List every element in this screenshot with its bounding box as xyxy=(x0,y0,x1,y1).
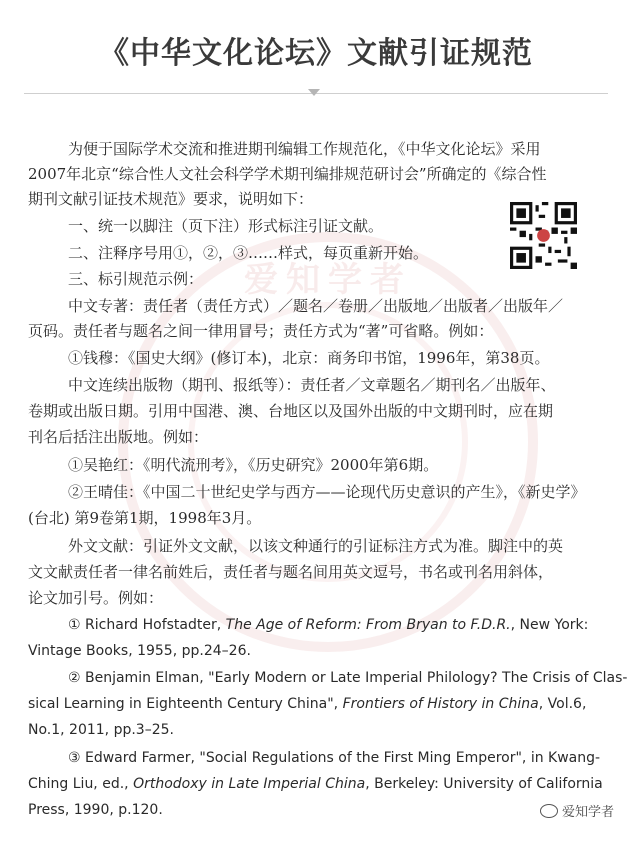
paragraph-line: 一、统一以脚注（页下注）形式标注引证文献。 xyxy=(68,217,384,235)
reference-item: ②王晴佳：《中国二十世纪史学与西方——论现代历史意识的产生》，《新史学》 xyxy=(68,483,586,501)
qr-code-icon xyxy=(510,202,577,269)
reference-item: ① Richard Hofstadter, The Age of Reform: From Bryan to F.D.R., New York: xyxy=(68,617,589,633)
paragraph-line: 论文加引号。例如： xyxy=(28,589,164,607)
watermark-text: 爱知学者 xyxy=(244,260,412,300)
reference-item: Vintage Books, 1955, pp.24–26. xyxy=(28,643,251,659)
reference-item: Press, 1990, p.120. xyxy=(28,802,163,818)
paragraph-line: 文文献责任者一律名前姓后，责任者与题名间用英文逗号，书名或刊名用斜体， xyxy=(28,563,554,581)
paragraph-line: 期刊文献引证技术规范》要求，说明如下： xyxy=(28,190,314,208)
reference-item: ③ Edward Farmer, "Social Regulations of the First Ming Emperor", in Kwang- xyxy=(68,750,601,766)
reference-item: Ching Liu, ed., Orthodoxy in Late Imperial China, Berkeley: University of California xyxy=(28,776,603,792)
paragraph-line: 三、标引规范示例： xyxy=(68,270,204,288)
page-title: 《中华文化论坛》文献引证规范 xyxy=(99,36,533,71)
wechat-icon xyxy=(540,804,558,818)
paragraph-line: 卷期或出版日期。引用中国港、澳、台地区以及国外出版的中文期刊时，应在期 xyxy=(28,402,554,420)
reference-item: ①吴艳红：《明代流刑考》，《历史研究》2000年第6期。 xyxy=(68,456,439,474)
reference-item: ② Benjamin Elman, "Early Modern or Late Imperial Philology? The Crisis of Clas- xyxy=(68,670,628,686)
footer-brand xyxy=(540,801,614,820)
reference-item: ①钱穆：《国史大纲》(修订本)，北京：商务印书馆，1996年，第38页。 xyxy=(68,349,550,367)
paragraph-line: 中文专著：责任者（责任方式）／题名／卷册／出版地／出版者／出版年／ xyxy=(68,297,564,315)
paragraph-line: 二、注释序号用①，②，③……样式，每页重新开始。 xyxy=(68,244,429,262)
reference-item: (台北) 第9卷第1期，1998年3月。 xyxy=(28,509,262,527)
paragraph-line: 外文文献：引证外文文献，以该文种通行的引证标注方式为准。脚注中的英 xyxy=(68,537,564,555)
paragraph-line: 刊名后括注出版地。例如： xyxy=(28,428,209,446)
reference-item: No.1, 2011, pp.3–25. xyxy=(28,722,174,738)
reference-item: sical Learning in Eighteenth Century China", Frontiers of History in China, Vol.6, xyxy=(28,696,587,712)
paragraph-line: 中文连续出版物（期刊、报纸等）：责任者／文章题名／期刊名／出版年、 xyxy=(68,376,556,394)
footer-label: 爱知学者 xyxy=(562,805,615,820)
down-arrow-icon xyxy=(308,89,320,96)
paragraph-line: 页码。责任者与题名之间一律用冒号；责任方式为“著”可省略。例如： xyxy=(28,322,494,340)
paragraph-line: 2007年北京“综合性人文社会科学学术期刊编排规范研讨会”所确定的《综合性 xyxy=(28,165,547,183)
paragraph-line: 为便于国际学术交流和推进期刊编辑工作规范化，《中华文化论坛》采用 xyxy=(68,140,541,158)
